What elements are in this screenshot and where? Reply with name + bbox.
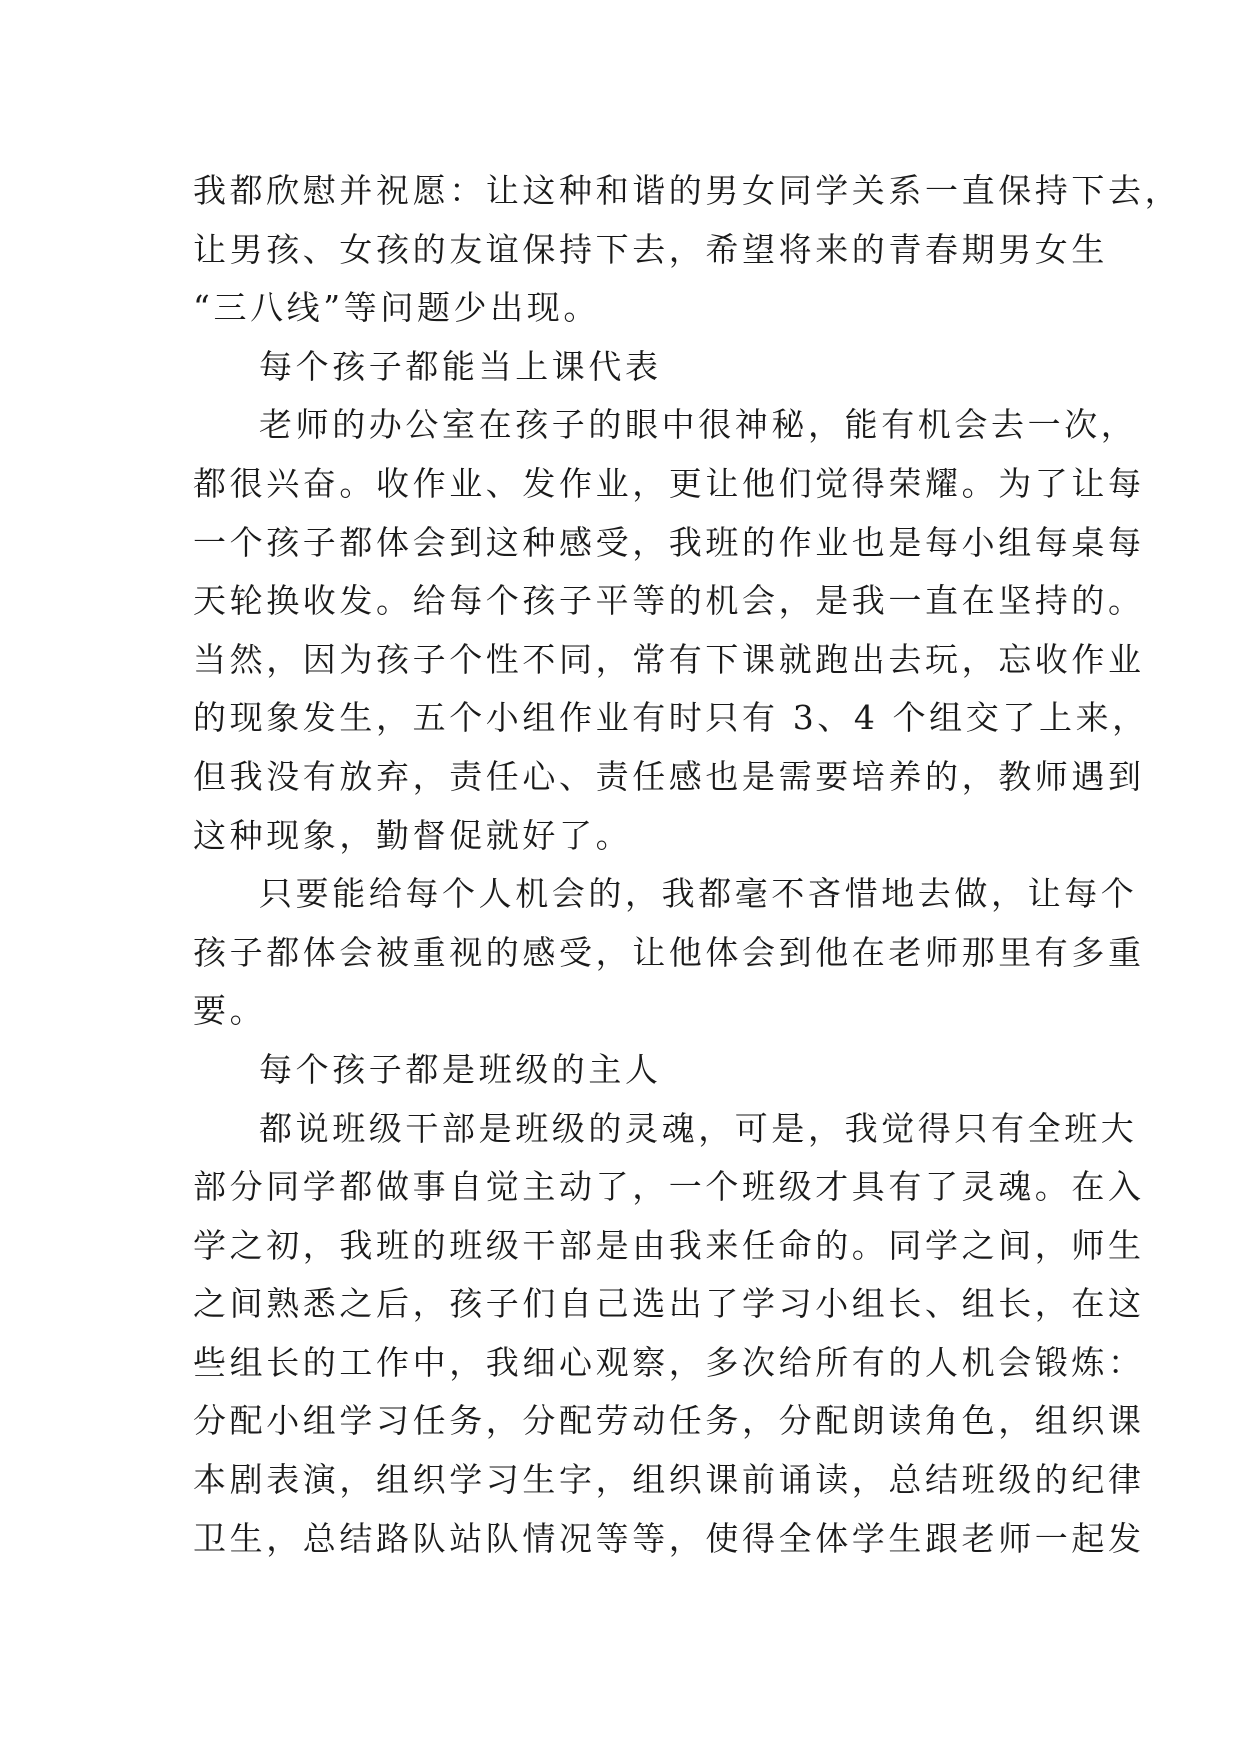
section-heading: 每个孩子都能当上课代表 [259,346,662,386]
text-line: 部分同学都做事自觉主动了，一个班级才具有了灵魂。在入 [193,1167,1145,1207]
text-line: 但我没有放弃，责任心、责任感也是需要培养的，教师遇到 [193,756,1145,796]
text-line: 老师的办公室在孩子的眼中很神秘，能有机会去一次， [259,405,1138,445]
text-line: 这种现象，勤督促就好了。 [193,815,633,855]
body-text [193,162,1182,1568]
text-line: 之间熟悉之后，孩子们自己选出了学习小组长、组长，在这 [193,1284,1145,1324]
text-line: 孩子都体会被重视的感受，让他体会到他在老师那里有多重 [193,932,1145,972]
text-line: 当然，因为孩子个性不同，常有下课就跑出去玩，忘收作业 [193,639,1145,679]
text-line: 些组长的工作中，我细心观察，多次给所有的人机会锻炼： [193,1342,1145,1382]
text-line: 本剧表演，组织学习生字，组织课前诵读，总结班级的纪律 [193,1460,1145,1500]
text-line: 都说班级干部是班级的灵魂，可是，我觉得只有全班大 [259,1108,1138,1148]
text-line: 要。 [193,991,267,1031]
text-line: 卫生，总结路队站队情况等等，使得全体学生跟老师一起发 [193,1518,1145,1558]
text-line: 一个孩子都体会到这种感受，我班的作业也是每小组每桌每 [193,522,1145,562]
text-line: “三八线”等问题少出现。 [193,288,600,328]
text-line: 我都欣慰并祝愿：让这种和谐的男女同学关系一直保持下去， [193,171,1182,210]
text-line: 让男孩、女孩的友谊保持下去，希望将来的青春期男女生 [193,229,1108,269]
text-line: 都很兴奋。收作业、发作业，更让他们觉得荣耀。为了让每 [193,463,1145,503]
text-line: 分配小组学习任务，分配劳动任务，分配朗读角色，组织课 [193,1401,1145,1441]
text-line: 学之初，我班的班级干部是由我来任命的。同学之间，师生 [193,1225,1145,1265]
text-line: 只要能给每个人机会的，我都毫不吝惜地去做，让每个 [259,874,1138,914]
text-line: 天轮换收发。给每个孩子平等的机会，是我一直在坚持的。 [193,581,1145,621]
text-line: 的现象发生，五个小组作业有时只有 3、4 个组交了上来， [193,698,1149,738]
section-heading: 每个孩子都是班级的主人 [259,1049,662,1089]
